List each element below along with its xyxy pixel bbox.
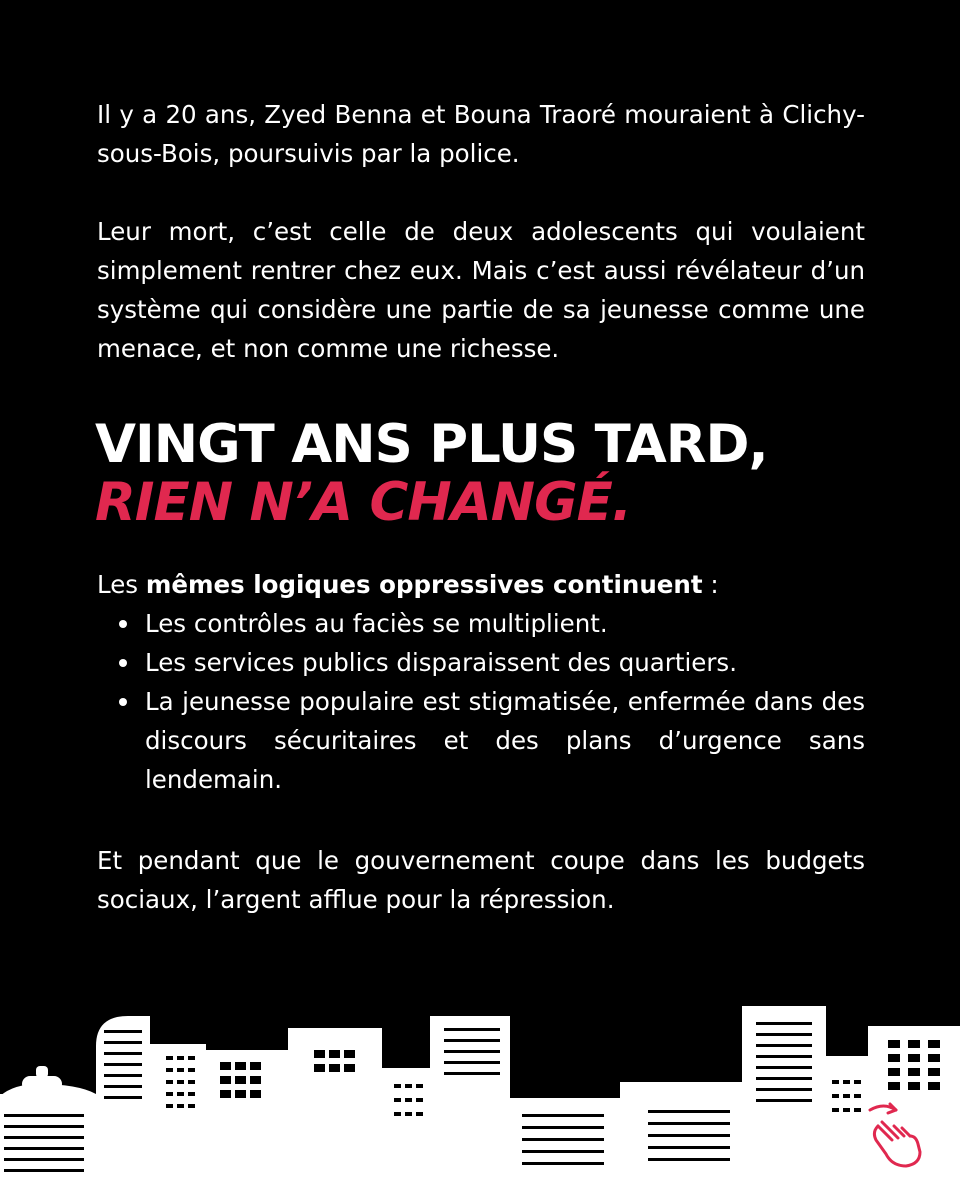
context-paragraph: Leur mort, c’est celle de deux adolescents qui voulaient simplement rentrer chez eux. Mais c’est aussi révélateur d’un système qui considère une partie de sa jeunesse comme une menace, et non comme une richesse.	[97, 217, 865, 363]
swipe-hand-icon	[862, 1100, 932, 1180]
list-item-text: La jeunesse populaire est stigmatisée, enfermée dans des discours sécuritaires et des plans d’urgence sans lendemain.	[145, 687, 865, 794]
list-intro-suffix: :	[702, 570, 719, 599]
headline-line-1: VINGT ANS PLUS TARD,	[95, 414, 768, 475]
closing-paragraph: Et pendant que le gouvernement coupe dans les budgets sociaux, l’argent afflue pour la répression.	[97, 846, 865, 914]
list-intro-prefix: Les	[97, 570, 146, 599]
list-item-text: Les services publics disparaissent des quartiers.	[145, 648, 737, 677]
list-intro-bold: mêmes logiques oppressives continuent	[145, 570, 703, 599]
intro-paragraph: Il y a 20 ans, Zyed Benna et Bouna Traoré mouraient à Clichy-sous-Bois, poursuivis par la police.	[97, 100, 865, 168]
list-item-text: Les contrôles au faciès se multiplient.	[145, 609, 608, 638]
headline-line-2: RIEN N’A CHANGÉ.	[95, 472, 631, 533]
